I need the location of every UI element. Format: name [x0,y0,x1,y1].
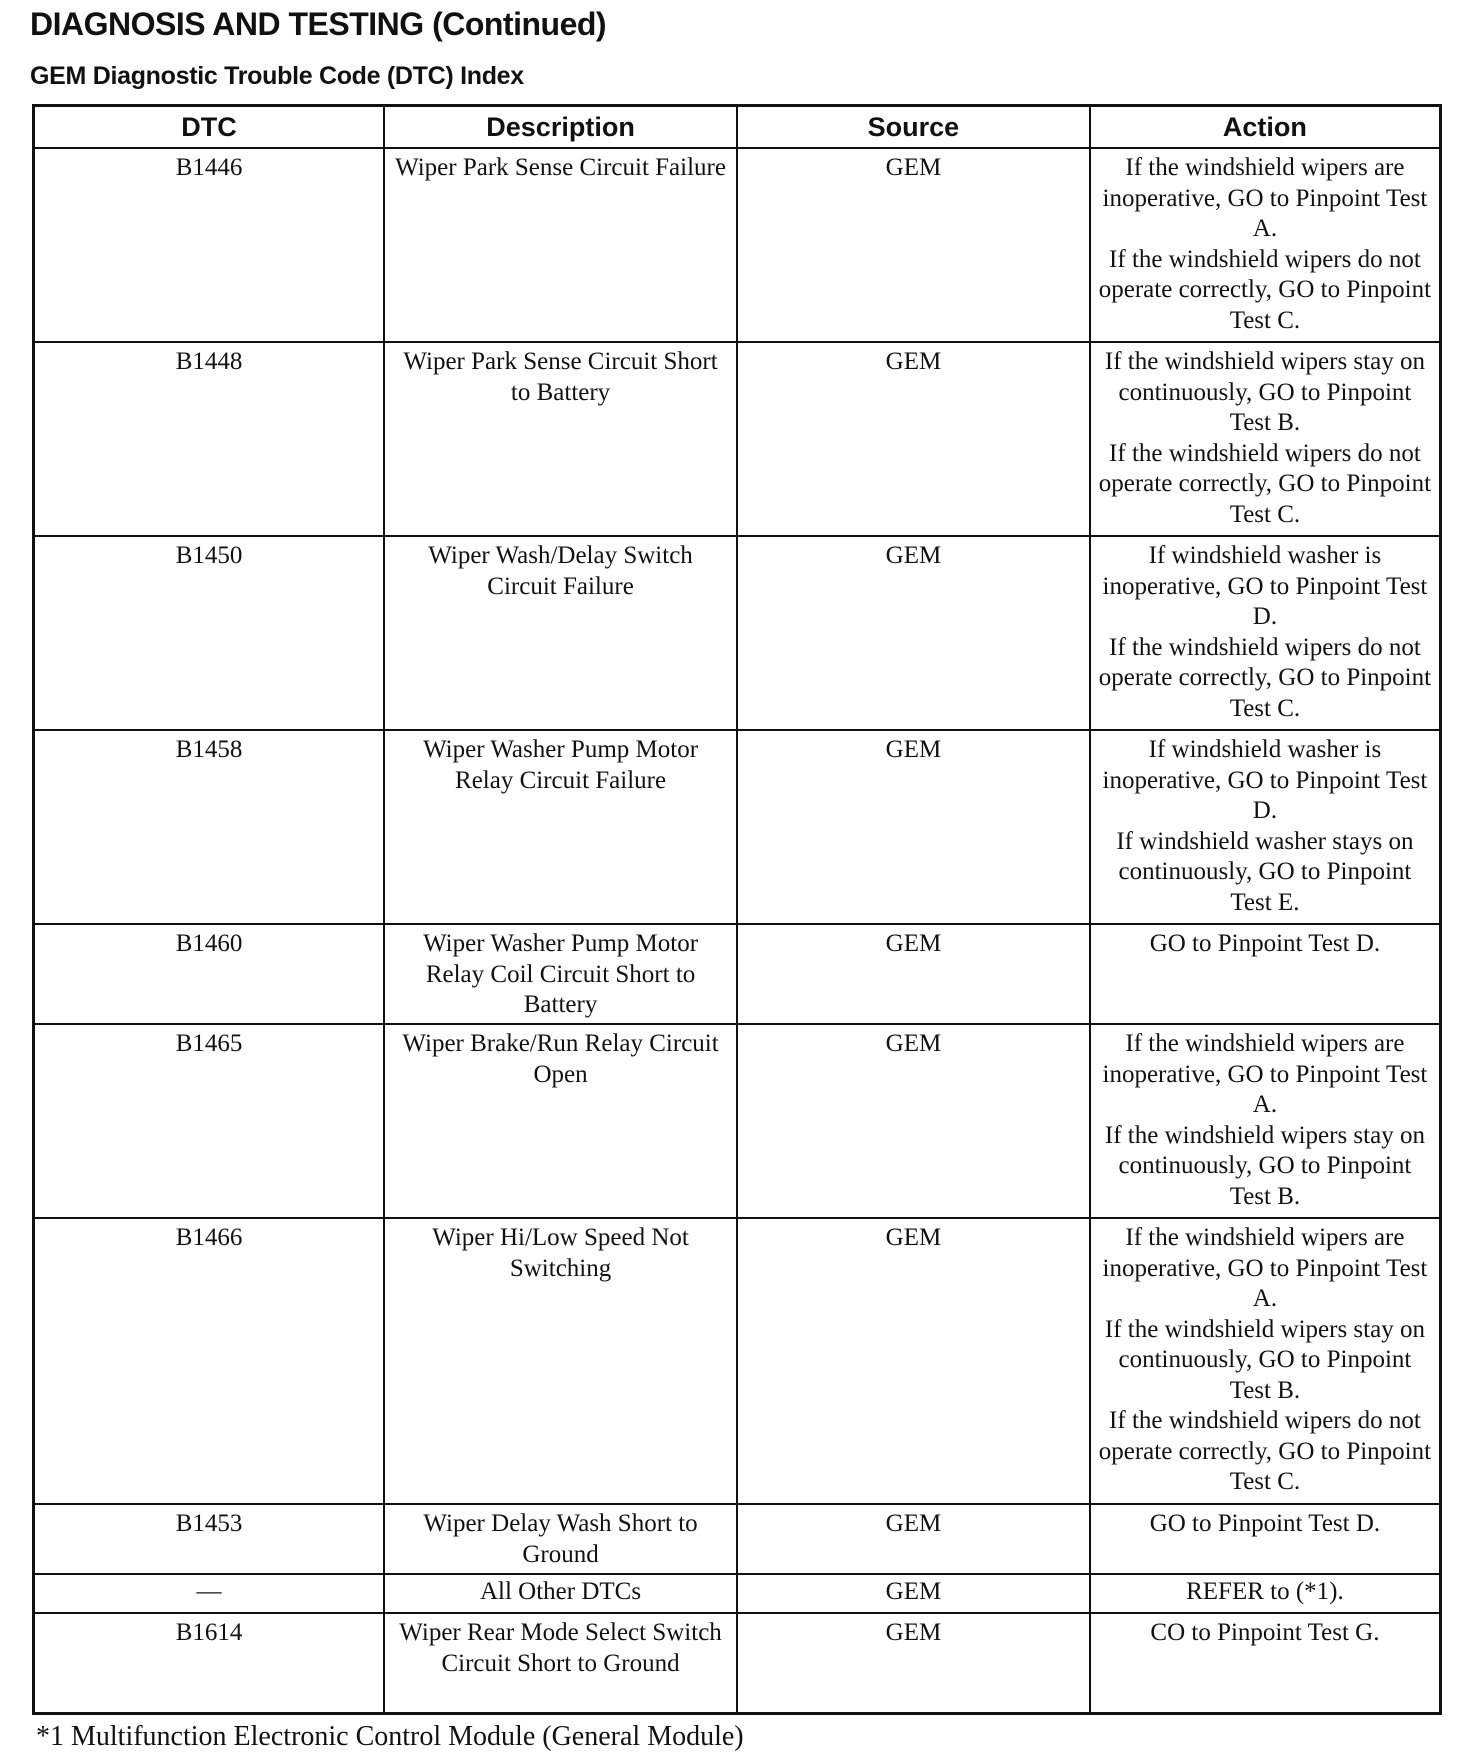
table-title: GEM Diagnostic Trouble Code (DTC) Index [30,62,524,90]
cell-source: GEM [737,1024,1090,1218]
cell-source: GEM [737,1218,1090,1504]
cell-dtc: B1466 [34,1218,385,1504]
cell-description: Wiper Park Sense Circuit Failure [384,148,737,342]
table-row [34,730,1441,924]
column-header-description: Description [384,106,737,149]
cell-description: Wiper Hi/Low Speed Not Switching [384,1218,737,1504]
table-row [34,924,1441,1024]
cell-description: Wiper Delay Wash Short to Ground [384,1504,737,1574]
cell-source: GEM [737,342,1090,536]
column-header-source: Source [737,106,1090,149]
column-header-dtc: DTC [34,106,385,149]
dtc-index-table [32,104,1442,1715]
cell-action [1090,1574,1441,1613]
cell-action [1090,924,1441,1024]
action-line: If the windshield wipers do not operate correctly, GO to Pinpoint Test C. [1098,633,1432,722]
cell-dtc: B1450 [34,536,385,730]
cell-dtc: — [34,1574,385,1613]
cell-source: GEM [737,1574,1090,1613]
cell-action [1090,730,1441,924]
cell-action [1090,148,1441,342]
action-line: If the windshield wipers stay on continuously, GO to Pinpoint Test B. [1104,348,1425,436]
cell-description: All Other DTCs [384,1574,737,1613]
table-row [34,1504,1441,1574]
table-row [34,536,1441,730]
cell-source: GEM [737,1613,1090,1714]
action-line: If windshield washer is inoperative, GO to Pinpoint Test D. [1102,736,1428,824]
action-line: REFER to (*1). [1186,1578,1344,1605]
action-line: If the windshield wipers stay on continuously, GO to Pinpoint Test B. [1104,1315,1425,1404]
action-line: If the windshield wipers are inoperative, GO to Pinpoint Test A. [1102,154,1428,242]
cell-action [1090,1613,1441,1714]
action-line: GO to Pinpoint Test D. [1149,1510,1381,1537]
cell-source: GEM [737,924,1090,1024]
table-row [34,1024,1441,1218]
cell-action [1090,1218,1441,1504]
cell-dtc: B1448 [34,342,385,536]
action-line: If windshield washer stays on continuously, GO to Pinpoint Test E. [1116,827,1414,916]
cell-description: Wiper Washer Pump Motor Relay Circuit Failure [384,730,737,924]
cell-dtc: B1453 [34,1504,385,1574]
cell-dtc: B1614 [34,1613,385,1714]
action-line: GO to Pinpoint Test D. [1149,930,1381,957]
cell-source: GEM [737,148,1090,342]
cell-dtc: B1460 [34,924,385,1024]
action-line: If the windshield wipers do not operate correctly, GO to Pinpoint Test C. [1098,439,1432,528]
cell-dtc: B1458 [34,730,385,924]
page-title: DIAGNOSIS AND TESTING (Continued) [30,6,607,42]
cell-source: GEM [737,536,1090,730]
action-line: CO to Pinpoint Test G. [1150,1619,1380,1646]
cell-action [1090,536,1441,730]
cell-description: Wiper Brake/Run Relay Circuit Open [384,1024,737,1218]
action-line: If the windshield wipers are inoperative, GO to Pinpoint Test A. [1102,1224,1428,1312]
action-line: If the windshield wipers do not operate correctly, GO to Pinpoint Test C. [1098,245,1432,334]
action-line: If windshield washer is inoperative, GO to Pinpoint Test D. [1102,542,1428,630]
cell-action [1090,1024,1441,1218]
cell-description: Wiper Rear Mode Select Switch Circuit Short to Ground [384,1613,737,1714]
table-row [34,342,1441,536]
cell-description: Wiper Park Sense Circuit Short to Battery [384,342,737,536]
footnote: *1 Multifunction Electronic Control Module (General Module) [36,1721,744,1752]
table-row [34,1613,1441,1714]
column-header-action: Action [1090,106,1441,149]
table-row [34,148,1441,342]
cell-action [1090,1504,1441,1574]
cell-dtc: B1465 [34,1024,385,1218]
cell-source: GEM [737,1504,1090,1574]
cell-action [1090,342,1441,536]
action-line: If the windshield wipers do not operate correctly, GO to Pinpoint Test C. [1098,1407,1432,1495]
table-row [34,1218,1441,1504]
cell-description: Wiper Wash/Delay Switch Circuit Failure [384,536,737,730]
cell-source: GEM [737,730,1090,924]
table-row [34,1574,1441,1613]
table-header-row [34,106,1441,149]
cell-description: Wiper Washer Pump Motor Relay Coil Circuit Short to Battery [384,924,737,1024]
action-line: If the windshield wipers stay on continuously, GO to Pinpoint Test B. [1104,1121,1425,1210]
action-line: If the windshield wipers are inoperative, GO to Pinpoint Test A. [1102,1030,1428,1118]
cell-dtc: B1446 [34,148,385,342]
